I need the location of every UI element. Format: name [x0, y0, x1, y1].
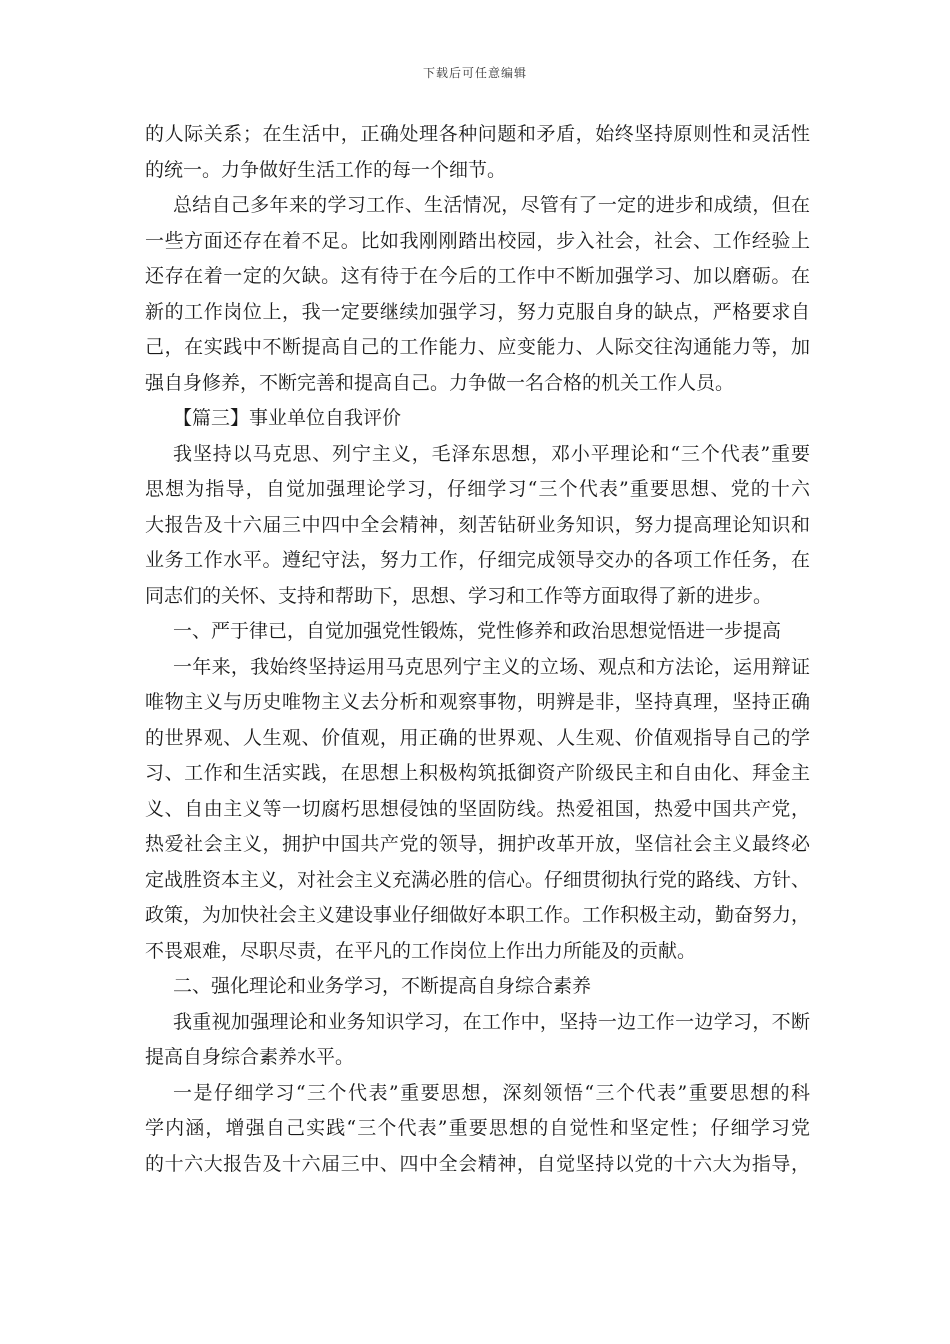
- text-line: 的统一。力争做好生活工作的每一个细节。: [145, 158, 507, 181]
- text-line: 业务工作水平。遵纪守法，努力工作，仔细完成领导交办的各项工作任务，在: [145, 549, 810, 571]
- page-header: 下载后可任意编辑: [422, 66, 527, 80]
- text-line: 我坚持以马克思、列宁主义，毛泽东思想，邓小平理论和“三个代表”重要: [173, 442, 810, 465]
- text-line: 一年来，我始终坚持运用马克思列宁主义的立场、观点和方法论，运用辩证: [173, 655, 810, 678]
- text-line: 同志们的关怀、支持和帮助下，思想、学习和工作等方面取得了新的进步。: [145, 584, 773, 607]
- text-line: 总结自己多年来的学习工作、生活情况，尽管有了一定的进步和成绩，但在: [173, 194, 810, 216]
- text-line: 大报告及十六届三中四中全会精神，刻苦钻研业务知识，努力提高理论知识和: [145, 513, 810, 536]
- text-line: 唯物主义与历史唯物主义去分析和观察事物，明辨是非，坚持真理，坚持正确: [145, 691, 810, 713]
- text-line: 我重视加强理论和业务知识学习，在工作中，坚持一边工作一边学习，不断: [173, 1010, 810, 1033]
- text-line: 二、强化理论和业务学习，不断提高自身综合素养: [173, 975, 592, 997]
- text-line: 义、自由主义等一切腐朽思想侵蚀的坚固防线。热爱祖国，热爱中国共产党，: [145, 797, 810, 820]
- text-line: 定战胜资本主义，对社会主义充满必胜的信心。仔细贯彻执行党的路线、方针、: [145, 868, 811, 891]
- text-line: 新的工作岗位上，我一定要继续加强学习，努力克服自身的缺点，严格要求自: [145, 300, 810, 323]
- text-line: 不畏艰难，尽职尽责，在平凡的工作岗位上作出力所能及的贡献。: [145, 939, 697, 962]
- document-body: [145, 117, 810, 1182]
- text-line: 的世界观、人生观、价值观，用正确的世界观、人生观、价值观指导自己的学: [145, 726, 810, 749]
- text-line: 学内涵，增强自己实践“三个代表”重要思想的自觉性和坚定性；仔细学习党: [145, 1117, 810, 1139]
- text-line: 还存在着一定的欠缺。这有待于在今后的工作中不断加强学习、加以磨砺。在: [145, 265, 810, 287]
- text-line: 习、工作和生活实践，在思想上积极构筑抵御资产阶级民主和自由化、拜金主: [145, 762, 810, 784]
- text-line: 强自身修养，不断完善和提高自己。力争做一名合格的机关工作人员。: [145, 371, 735, 394]
- text-line: 提高自身综合素养水平。: [145, 1046, 355, 1068]
- text-line: 的十六大报告及十六届三中、四中全会精神，自觉坚持以党的十六大为指导，: [145, 1152, 810, 1175]
- text-line: 的人际关系；在生活中，正确处理各种问题和矛盾，始终坚持原则性和灵活性: [145, 123, 810, 145]
- text-line: 思想为指导，自觉加强理论学习，仔细学习“三个代表”重要思想、党的十六: [145, 478, 810, 500]
- text-line: 己，在实践中不断提高自己的工作能力、应变能力、人际交往沟通能力等，加: [145, 336, 810, 358]
- text-line: 一是仔细学习“三个代表”重要思想，深刻领悟“三个代表”重要思想的科: [173, 1081, 810, 1104]
- text-line: 政策，为加快社会主义建设事业仔细做好本职工作。工作积极主动，勤奋努力，: [145, 904, 811, 926]
- text-line: 热爱社会主义，拥护中国共产党的领导，拥护改革开放，坚信社会主义最终必: [145, 833, 810, 855]
- text-line: 一、严于律已，自觉加强党性锻炼，党性修养和政治思想觉悟进一步提高: [173, 620, 782, 642]
- text-line: 一些方面还存在着不足。比如我刚刚踏出校园，步入社会，社会、工作经验上: [145, 229, 810, 252]
- text-line: 【篇三】事业单位自我评价: [173, 407, 402, 429]
